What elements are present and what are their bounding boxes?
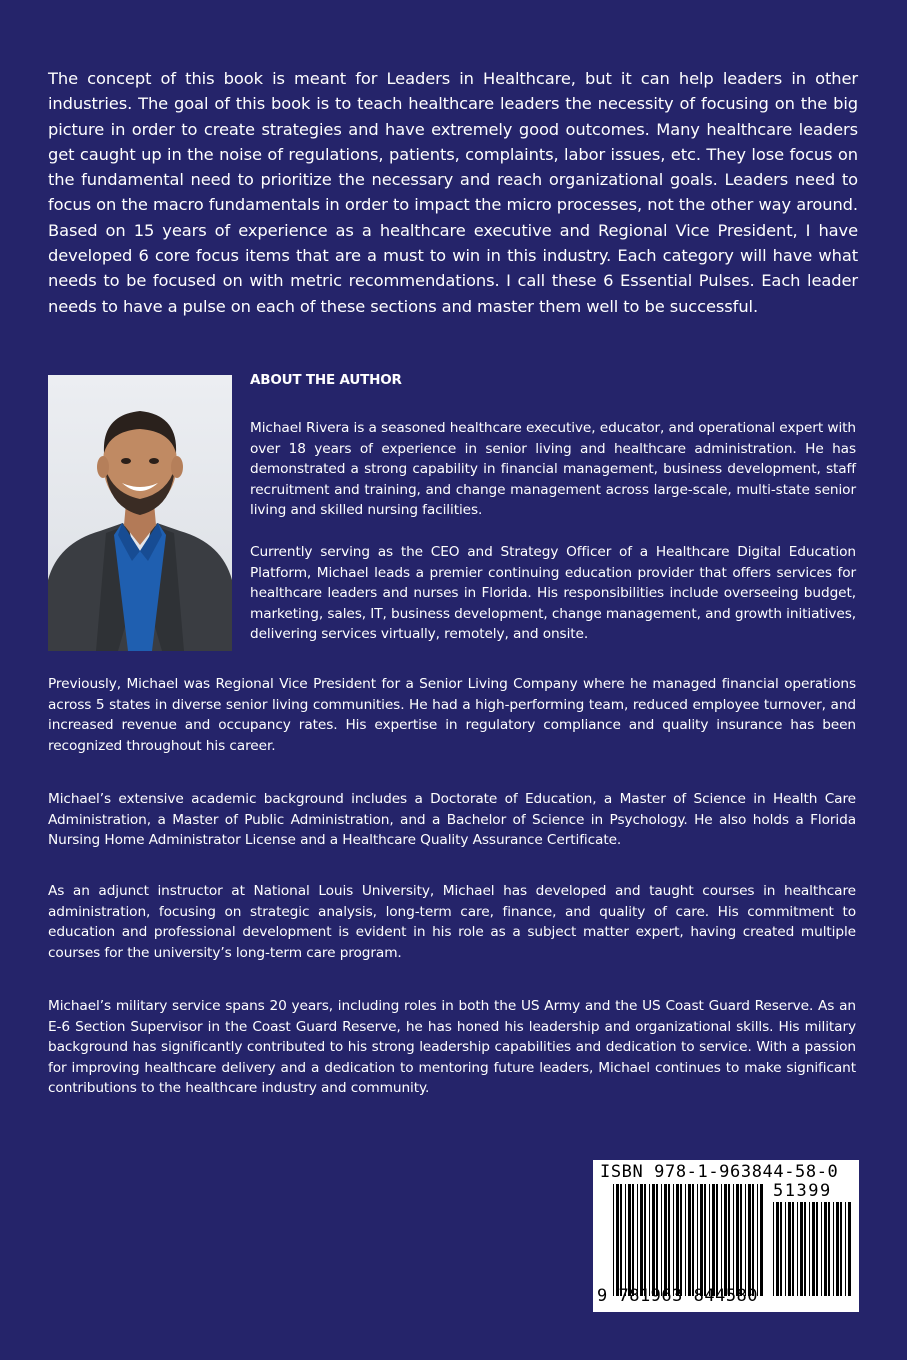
book-blurb: The concept of this book is meant for Leaders in Healthcare, but it can help leaders in other industries. The goal of this book is to teach healthcare leaders the necessity of focusing on the big picture in order to create strategies and have extremely good outcomes. Many healthcare leaders get caught up in the noise of regulations, patients, complaints, labor issues, etc. They lose focus on the fundamental need to prioritize the necessary and reach organizational goals. Leaders need to focus on the macro fundamentals in order to impact the micro processes, not the other way around. Based on 15 years of experience as a healthcare executive and Regional Vice President, I have developed 6 core focus items that are a must to win in this industry. Each category will have what needs to be focused on with metric recommendations. I call these 6 Essential Pulses. Each leader needs to have a pulse on each of these sections and master them well to be successful. bbox=[48, 69, 858, 316]
isbn-label: ISBN 978-1-963844-58-0 bbox=[600, 1162, 839, 1182]
ean-digits: 9 781963 844580 bbox=[597, 1286, 759, 1306]
bio-paragraph-3: Previously, Michael was Regional Vice President for a Senior Living Company where he managed financial operations across 5 states in diverse senior living communities. He had a high-performing team, reduced employee turnover, and increased revenue and occupancy rates. His expertise in regulatory compliance and quality insurance has been recognized throughout his career. bbox=[48, 676, 856, 754]
about-the-author-heading: ABOUT THE AUTHOR bbox=[250, 372, 402, 388]
bio-paragraph-5: As an adjunct instructor at National Louis University, Michael has developed and taught courses in healthcare administration, focusing on strategic analysis, long-term care, finance, and quality of care. His commitment to education and professional development is evident in his role as a subject matter expert, having created multiple courses for the university’s long-term care program. bbox=[48, 883, 856, 961]
author-portrait-illustration bbox=[48, 375, 232, 651]
bio-paragraph-1: Michael Rivera is a seasoned healthcare executive, educator, and operational expert with over 18 years of experience in senior living and healthcare administration. He has demonstrated a strong capability in financial management, business development, staff recruitment and training, and change management across large-scale, multi-state senior living and skilled nursing facilities. bbox=[250, 420, 856, 519]
bio-paragraph-2: Currently serving as the CEO and Strategy Officer of a Healthcare Digital Education Platform, Michael leads a premier continuing education provider that offers services for healthcare leaders and nurses in Florida. His responsibilities include overseeing budget, marketing, sales, IT, business development, change management, and growth initiatives, delivering services virtually, remotely, and onsite. bbox=[250, 544, 856, 643]
price-code: 51399 bbox=[773, 1181, 832, 1201]
isbn-barcode bbox=[593, 1160, 859, 1312]
bio-paragraph-4: Michael’s extensive academic background includes a Doctorate of Education, a Master of Science in Health Care Administration, a Master of Public Administration, and a Bachelor of Science in Psychology. He also holds a Florida Nursing Home Administrator License and a Healthcare Quality Assurance Certificate. bbox=[48, 791, 856, 849]
author-photo bbox=[48, 375, 232, 651]
bio-paragraph-6: Michael’s military service spans 20 years, including roles in both the US Army and the US Coast Guard Reserve. As an E-6 Section Supervisor in the Coast Guard Reserve, he has honed his leadership and organizational skills. His military background has significantly contributed to his strong leadership capabilities and dedication to service. With a passion for improving healthcare delivery and a dedication to mentoring future leaders, Michael continues to make significant contributions to the healthcare industry and community. bbox=[48, 998, 856, 1097]
